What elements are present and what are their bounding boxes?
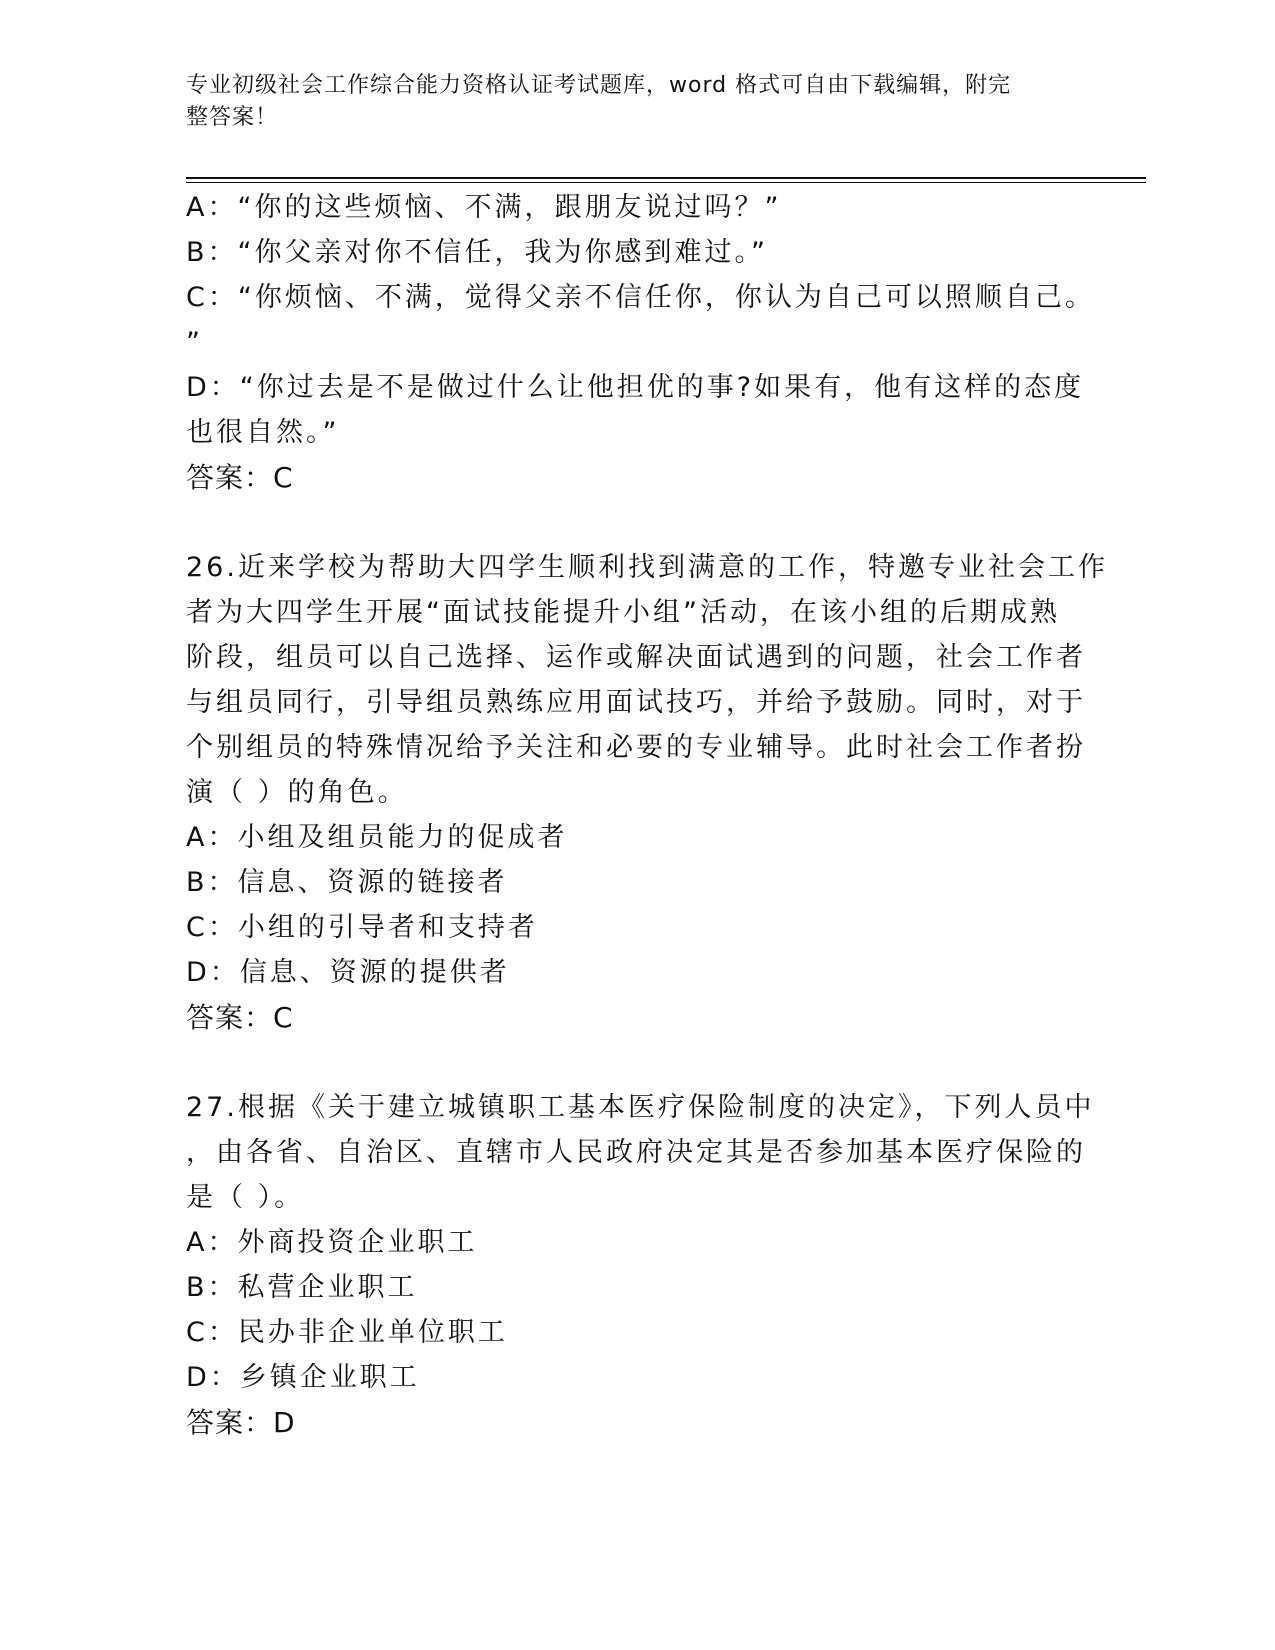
document-header xyxy=(186,70,1066,134)
header-rule xyxy=(186,177,1146,179)
answer: 答案：C xyxy=(186,461,294,494)
option-a: A：“你的这些烦恼、不满，跟朋友说过吗？” xyxy=(186,192,782,223)
question-26 xyxy=(186,545,1108,1040)
option-d-continued: 也很自然。” xyxy=(186,417,340,448)
question-stem-line: 27.根据《关于建立城镇职工基本医疗保险制度的决定》，下列人员中 xyxy=(186,1092,1095,1123)
header-line: 整答案！ xyxy=(186,105,279,130)
answer: 答案：D xyxy=(186,1406,296,1439)
question-stem-line: 阶段，组员可以自己选择、运作或解决面试遇到的问题，社会工作者 xyxy=(186,642,1086,673)
question-stem-line: 是（ ）。 xyxy=(186,1182,305,1213)
option-c: C：民办非企业单位职工 xyxy=(186,1317,508,1348)
question-25 xyxy=(186,185,1095,500)
option-b: B：信息、资源的链接者 xyxy=(186,867,508,898)
question-stem-line: ，由各省、自治区、直辖市人民政府决定其是否参加基本医疗保险的 xyxy=(186,1137,1086,1168)
header-rule-thin xyxy=(186,182,1146,183)
option-a: A：小组及组员能力的促成者 xyxy=(186,822,568,853)
question-27 xyxy=(186,1085,1095,1445)
document-body xyxy=(186,185,1108,1445)
option-d: D：信息、资源的提供者 xyxy=(186,957,510,988)
question-stem-line: 者为大四学生开展“面试技能提升小组”活动，在该小组的后期成熟 xyxy=(186,597,1060,628)
option-b: B：私营企业职工 xyxy=(186,1272,418,1303)
option-d: D：“你过去是不是做过什么让他担优的事?如果有，他有这样的态度 xyxy=(186,372,1085,403)
header-line: 专业初级社会工作综合能力资格认证考试题库，word 格式可自由下载编辑，附完 xyxy=(186,73,1012,98)
answer: 答案：C xyxy=(186,1001,294,1034)
option-a: A：外商投资企业职工 xyxy=(186,1227,478,1258)
option-b: B：“你父亲对你不信任，我为你感到难过。” xyxy=(186,237,768,268)
question-stem-line: 个别组员的特殊情况给予关注和必要的专业辅导。此时社会工作者扮 xyxy=(186,732,1086,763)
question-stem-line: 与组员同行，引导组员熟练应用面试技巧，并给予鼓励。同时，对于 xyxy=(186,687,1086,718)
option-c: C：小组的引导者和支持者 xyxy=(186,912,538,943)
option-d: D：乡镇企业职工 xyxy=(186,1362,420,1393)
question-stem-line: 演（ ）的角色。 xyxy=(186,777,408,808)
option-c-continued: ” xyxy=(186,327,203,358)
option-c: C：“你烦恼、不满，觉得父亲不信任你，你认为自己可以照顺自己。 xyxy=(186,282,1095,313)
question-stem-line: 26.近来学校为帮助大四学生顺利找到满意的工作，特邀专业社会工作 xyxy=(186,552,1108,583)
